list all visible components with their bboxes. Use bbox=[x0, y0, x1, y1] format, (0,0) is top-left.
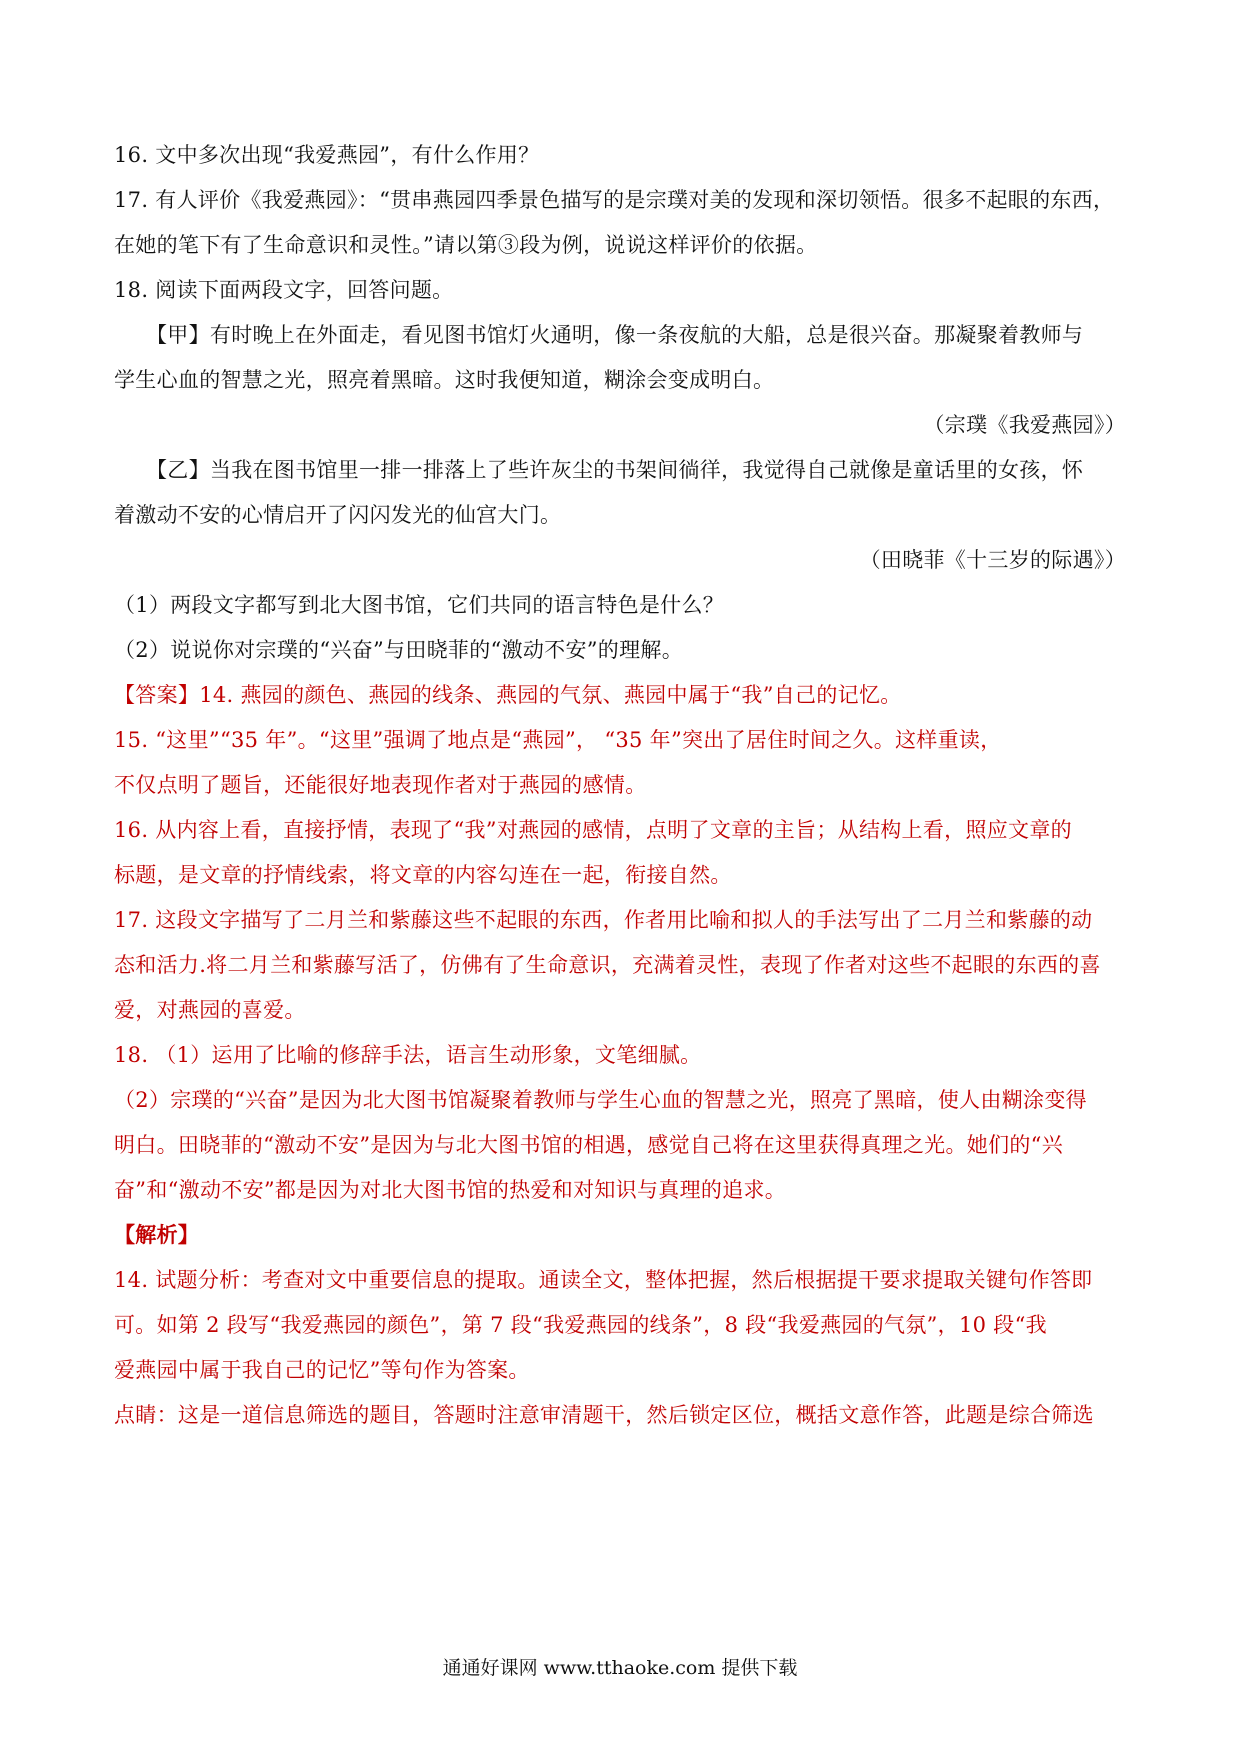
question-17-line-2: 在她的笔下有了生命意识和灵性。”请以第③段为例，说说这样评价的依据。 bbox=[114, 233, 818, 257]
passage-jia-line-1: 【甲】有时晚上在外面走，看见图书馆灯火通明，像一条夜航的大船，总是很兴奋。那凝聚着教师与 bbox=[146, 323, 1084, 347]
answer-15-line-1: 15. “这里”“35 年”。“这里”强调了地点是“燕园”， “35 年”突出了居住时间之久。这样重读， bbox=[114, 728, 1002, 752]
question-16: 16. 文中多次出现“我爱燕园”，有什么作用？ bbox=[114, 143, 540, 167]
passage-jia-source: （宗璞《我爱燕园》） bbox=[923, 413, 1126, 437]
analysis-heading: 【解析】 bbox=[114, 1222, 200, 1247]
passage-yi-source: （田晓菲《十三岁的际遇》） bbox=[859, 548, 1126, 572]
answer-18-part-2-line-2: 明白。田晓菲的“激动不安”是因为与北大图书馆的相遇，感觉自己将在这里获得真理之光。她们的“兴 bbox=[114, 1133, 1064, 1157]
answer-16-line-2: 标题，是文章的抒情线索，将文章的内容勾连在一起，衔接自然。 bbox=[114, 863, 732, 887]
question-18: 18. 阅读下面两段文字，回答问题。 bbox=[114, 278, 454, 302]
passage-yi-line-1: 【乙】当我在图书馆里一排一排落上了些许灰尘的书架间徜徉，我觉得自己就像是童话里的女孩，怀 bbox=[146, 458, 1084, 482]
answer-14: 【答案】14. 燕园的颜色、燕园的线条、燕园的气氛、燕园中属于“我”自己的记忆。 bbox=[114, 683, 902, 707]
question-17-line-1: 17. 有人评价《我爱燕园》：“贯串燕园四季景色描写的是宗璞对美的发现和深切领悟。很多不起眼的东西， bbox=[114, 188, 1115, 212]
page-footer: 通通好课网 www.tthaoke.com 提供下载 bbox=[442, 1657, 798, 1679]
passage-jia-line-2: 学生心血的智慧之光，照亮着黑暗。这时我便知道，糊涂会变成明白。 bbox=[114, 368, 775, 392]
analysis-14-line-3: 爱燕园中属于我自己的记忆”等句作为答案。 bbox=[114, 1358, 530, 1382]
analysis-14-line-1: 14. 试题分析：考查对文中重要信息的提取。通读全文，整体把握，然后根据提干要求提取关键句作答即 bbox=[114, 1268, 1093, 1292]
passage-yi-line-2: 着激动不安的心情启开了闪闪发光的仙宫大门。 bbox=[114, 503, 562, 527]
answer-17-line-2: 态和活力.将二月兰和紫藤写活了，仿佛有了生命意识，充满着灵性，表现了作者对这些不起眼的东西的喜 bbox=[114, 953, 1101, 977]
analysis-tip: 点睛：这是一道信息筛选的题目，答题时注意审清题干，然后锁定区位，概括文意作答，此题是综合筛选 bbox=[114, 1403, 1094, 1427]
answer-16-line-1: 16. 从内容上看，直接抒情，表现了“我”对燕园的感情，点明了文章的主旨；从结构上看，照应文章的 bbox=[114, 818, 1072, 842]
answer-18-part-2-line-3: 奋”和“激动不安”都是因为对北大图书馆的热爱和对知识与真理的追求。 bbox=[114, 1178, 787, 1202]
analysis-14-line-2: 可。如第 2 段写“我爱燕园的颜色”，第 7 段“我爱燕园的线条”，8 段“我爱燕园的气氛”，10 段“我 bbox=[114, 1313, 1047, 1337]
sub-question-2: （2）说说你对宗璞的“兴奋”与田晓菲的“激动不安”的理解。 bbox=[114, 638, 684, 662]
answer-18-part-1: 18. （1）运用了比喻的修辞手法，语言生动形象，文笔细腻。 bbox=[114, 1043, 702, 1067]
answer-18-part-2-line-1: （2）宗璞的“兴奋”是因为北大图书馆凝聚着教师与学生心血的智慧之光，照亮了黑暗，使人由糊涂变得 bbox=[114, 1088, 1087, 1112]
answer-15-line-2: 不仅点明了题旨，还能很好地表现作者对于燕园的感情。 bbox=[114, 773, 647, 797]
answer-17-line-1: 17. 这段文字描写了二月兰和紫藤这些不起眼的东西，作者用比喻和拟人的手法写出了二月兰和紫藤的动 bbox=[114, 908, 1093, 932]
answer-17-line-3: 爱，对燕园的喜爱。 bbox=[114, 998, 306, 1022]
sub-question-1: （1）两段文字都写到北大图书馆，它们共同的语言特色是什么？ bbox=[114, 593, 725, 617]
